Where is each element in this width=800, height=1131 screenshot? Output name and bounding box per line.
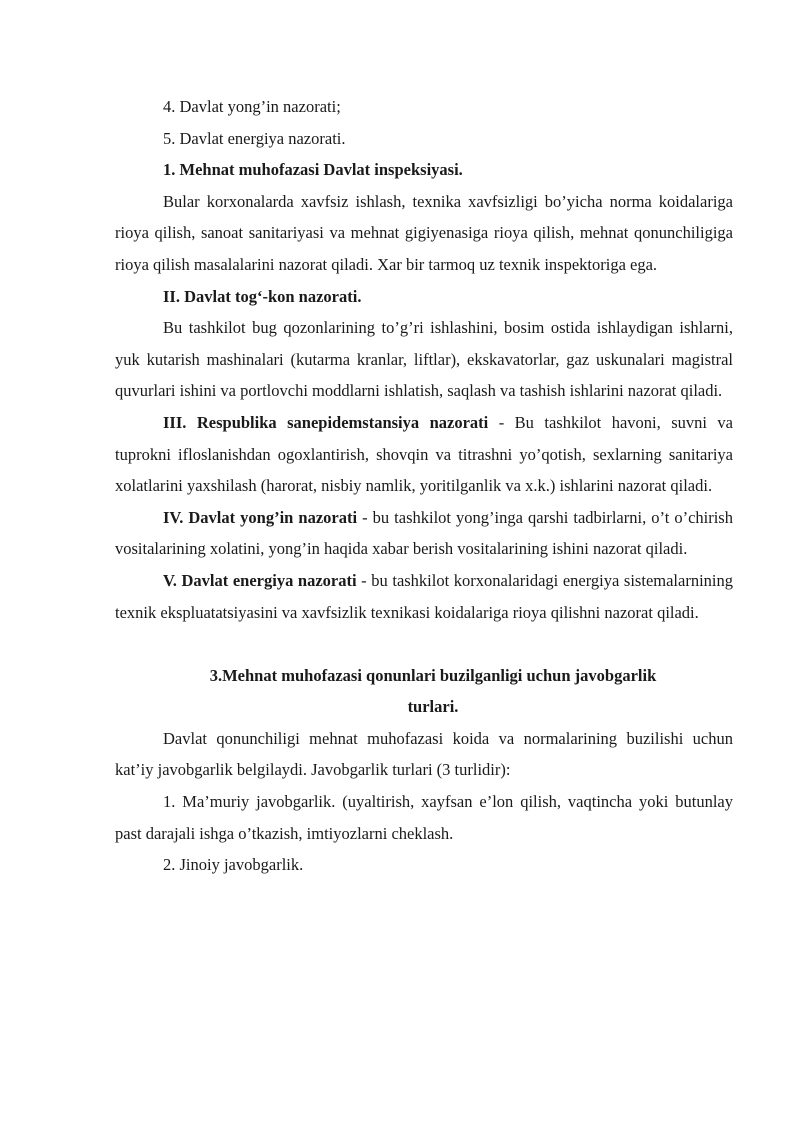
section-1-heading [115, 154, 733, 186]
section-4-body: - bu tashkilot yong’inga qarshi tadbirlarni, o’t o’chirish vositalarining xolatini, yong’in haqida xabar berish vositalarining ishini nazorat qiladi. [115, 507, 733, 559]
section-3-title: III. Respublika sanepidemstansiya nazorati [163, 412, 489, 432]
chapter-heading-line-2: turlari. [407, 697, 459, 717]
liability-intro: Davlat qonunchiligi mehnat muhofazasi koida va normalarining buzilishi uchun kat’iy javobgarlik belgilaydi. Javobgarlik turlari (3 turlidir): [115, 728, 733, 780]
section-2-heading [115, 281, 733, 313]
section-1-title: 1. Mehnat muhofazasi Davlat inspeksiyasi. [163, 160, 463, 180]
section-4-title: IV. Davlat yong’in nazorati [163, 507, 358, 527]
section-2-title: II. Davlat tog‘-kon nazorati. [163, 286, 362, 306]
liability-item-2: 2. Jinoiy javobgarlik. [163, 855, 304, 875]
section-3-body: - Bu tashkilot havoni, suvni va tuprokni ifloslanishdan ogoxlantirish, shovqin va titrashni yo’qotish, sexlarning sanitariya xolatlarini yaxshilash (harorat, nisbiy namlik, yoritilganlik va x.k.) ishlarini nazorat qiladi. [115, 412, 733, 496]
section-1-body: Bular korxonalarda xavfsiz ishlash, texnika xavfsizligi bo’yicha norma koidalariga rioya qilish, sanoat sanitariyasi va mehnat gigiyenasiga rioya qilish, mehnat qonunchiligiga rioya qilish masalalarini nazorat qiladi. Xar bir tarmoq uz texnik inspektoriga ega. [115, 191, 733, 274]
section-3-paragraph [115, 407, 733, 502]
chapter-heading-line-1: 3.Mehnat muhofazasi qonunlari buzilganligi uchun javobgarlik [209, 665, 657, 685]
section-5-title: V. Davlat energiya nazorati [163, 570, 357, 590]
section-2-body: Bu tashkilot bug qozonlarining to’g’ri ishlashini, bosim ostida ishlaydigan ishlarni, yuk kutarish mashinalari (kutarma kranlar, liftlar), ekskavatorlar, gaz uskunalari magistral quvurlari ishini va portlovchi moddlarni ishlatish, saqlash va tashish ishlarini nazorat qiladi. [115, 318, 733, 401]
section-4-paragraph [115, 502, 733, 565]
liability-item-1: 1. Ma’muriy javobgarlik. (uyaltirish, xayfsan e’lon qilish, vaqtincha yoki butunlay past darajali ishga o’tkazish, imtiyozlarni cheklash. [115, 792, 733, 843]
list-item-4: 4. Davlat yong’in nazorati; [163, 97, 341, 116]
section-5-paragraph [115, 565, 733, 628]
section-5-body: - bu tashkilot korxonalaridagi energiya sistemalarnining texnik ekspluatatsiyasini va xavfsizlik texnikasi koidalariga rioya qilishni nazorat qiladi. [115, 570, 733, 622]
list-item-5: 5. Davlat energiya nazorati. [163, 128, 346, 148]
chapter-heading [115, 660, 733, 723]
